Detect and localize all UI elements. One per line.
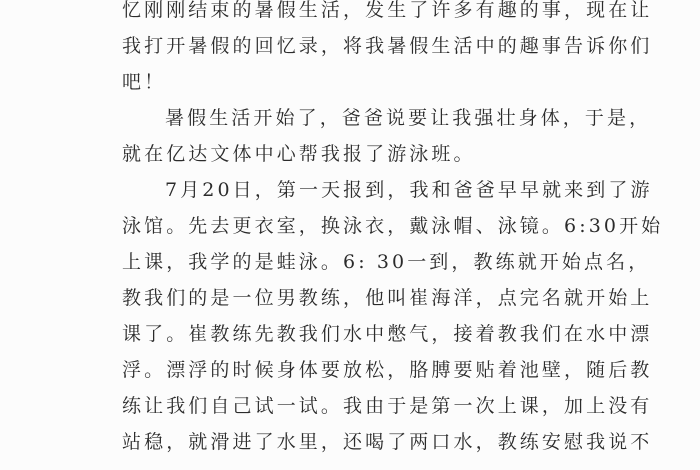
- paragraph-line-4: 暑假生活开始了，爸爸说要让我强壮身体，于是，: [165, 107, 652, 129]
- paragraph-line-2: 我打开暑假的回忆录，将我暑假生活中的趣事告诉你们: [122, 35, 653, 57]
- paragraph-line-10: 课了。崔教练先教我们水中憋气，接着教我们在水中漂: [122, 323, 653, 345]
- paragraph-line-11: 浮。漂浮的时候身体要放松，胳膊要贴着池壁，随后教: [122, 359, 653, 381]
- paragraph-line-3: 吧！: [122, 71, 167, 93]
- paragraph-line-7: 泳馆。先去更衣室，换泳衣，戴泳帽、泳镜。6:30开始: [122, 215, 664, 237]
- paragraph-line-1: 忆刚刚结束的暑假生活，发生了许多有趣的事，现在让: [122, 0, 653, 21]
- paragraph-line-13: 站稳，就滑进了水里，还喝了两口水，教练安慰我说不: [122, 431, 653, 453]
- paragraph-line-12: 练让我们自己试一试。我由于是第一次上课，加上没有: [122, 395, 653, 417]
- paragraph-line-5: 就在亿达文体中心帮我报了游泳班。: [122, 143, 476, 165]
- paragraph-line-9: 教我们的是一位男教练，他叫崔海洋，点完名就开始上: [122, 287, 653, 309]
- paragraph-line-6: 7月20日，第一天报到，我和爸爸早早就来到了游: [165, 179, 653, 201]
- paragraph-line-8: 上课，我学的是蛙泳。6: 30一到，教练就开始点名，: [122, 251, 651, 273]
